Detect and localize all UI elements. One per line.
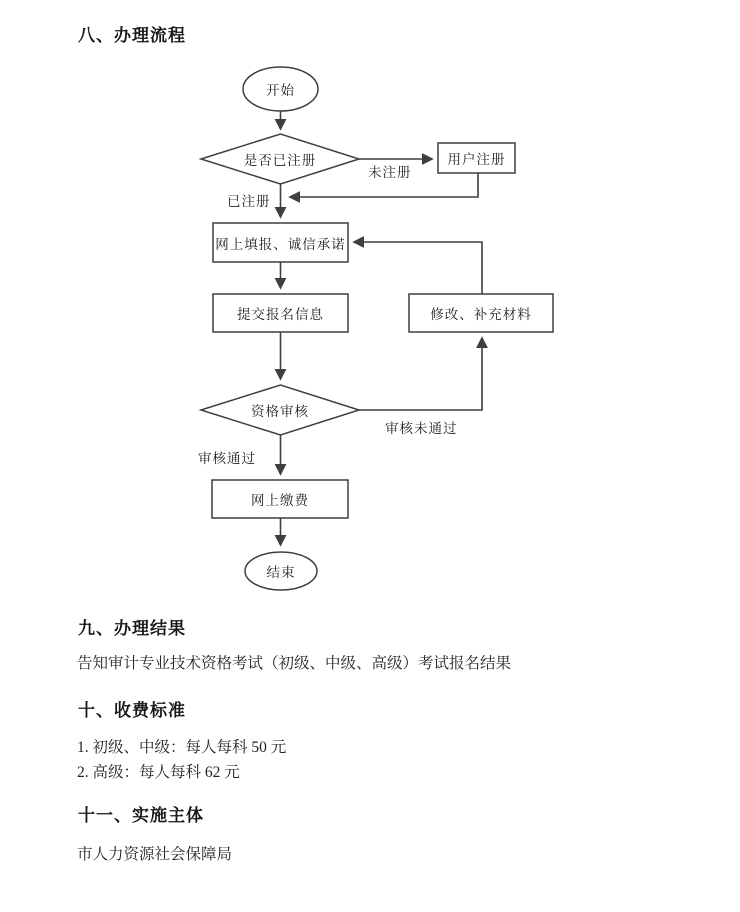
- flow-node-qualification-review: 资格审核: [251, 404, 309, 419]
- online-pay-box-shape: [212, 480, 348, 518]
- flow-node-modify-materials: 修改、补充材料: [430, 307, 532, 322]
- flow-node-end: 结束: [266, 565, 296, 580]
- flow-node-registered-check: 是否已注册: [243, 153, 317, 168]
- edge-label-review-failed: 审核未通过: [385, 421, 458, 436]
- section-fees-item-1: 1. 初级、中级：每人每科 50 元: [77, 739, 287, 756]
- online-fill-box-shape: [213, 223, 348, 262]
- edge-modify-to-fill: [354, 242, 482, 294]
- end-terminator-shape: [245, 552, 317, 590]
- flow-node-submit-info: 提交报名信息: [237, 307, 324, 322]
- flow-node-online-pay: 网上缴费: [251, 493, 309, 508]
- section-implementer-body: 市人力资源社会保障局: [77, 846, 233, 863]
- flow-node-user-register: 用户注册: [447, 152, 506, 167]
- section-fees-item-2: 2. 高级：每人每科 62 元: [77, 764, 240, 781]
- registered-check-diamond-shape: [201, 134, 359, 184]
- user-register-box-shape: [438, 143, 515, 173]
- section-result-heading: 九、办理结果: [78, 619, 186, 638]
- section-result-body: 告知审计专业技术资格考试（初级、中级、高级）考试报名结果: [77, 655, 512, 672]
- modify-materials-box-shape: [409, 294, 553, 332]
- flow-node-start: 开始: [266, 83, 295, 98]
- submit-info-box-shape: [213, 294, 348, 332]
- section-process-flow-heading: 八、办理流程: [78, 26, 186, 45]
- edge-label-review-passed: 审核通过: [198, 451, 256, 466]
- section-implementer-heading: 十一、实施主体: [78, 806, 204, 825]
- qualification-review-diamond-shape: [201, 385, 359, 435]
- start-terminator-shape: [243, 67, 318, 111]
- edge-review-to-modify: [359, 338, 482, 410]
- edge-label-not-registered: 未注册: [368, 165, 412, 180]
- edge-register-return: [290, 173, 478, 197]
- section-fees-heading: 十、收费标准: [78, 701, 186, 720]
- flow-node-online-fill: 网上填报、诚信承诺: [215, 236, 346, 252]
- edge-label-registered: 已注册: [227, 194, 271, 209]
